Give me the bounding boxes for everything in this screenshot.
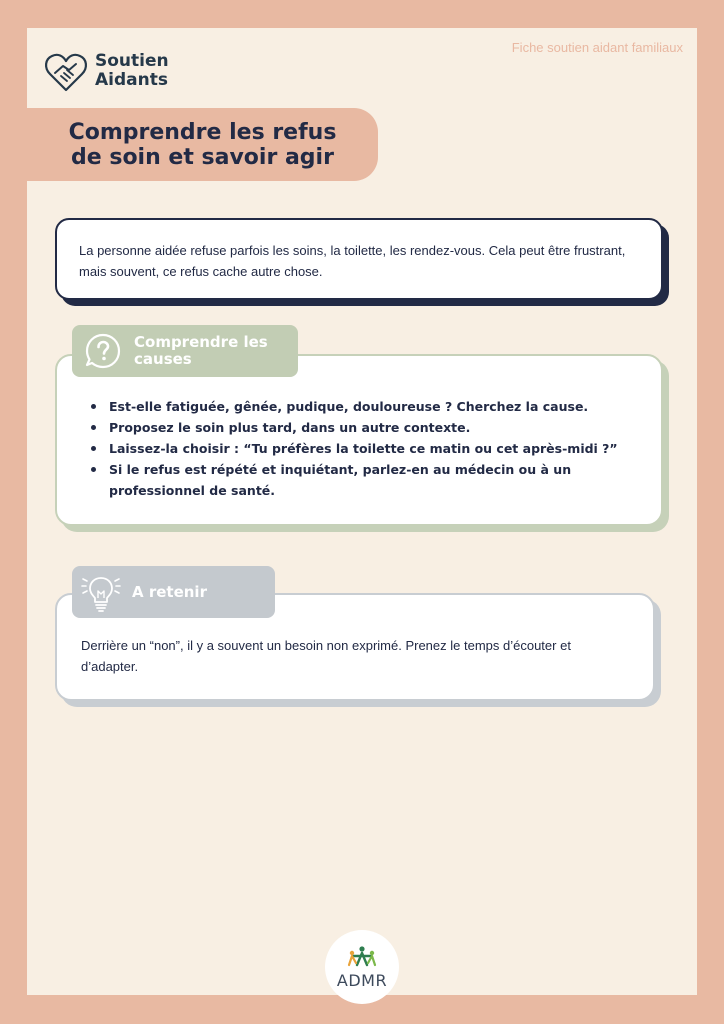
- soutien-aidants-logo: [43, 48, 169, 94]
- title-banner: [27, 108, 378, 181]
- admr-logo: [325, 930, 399, 1004]
- logo-line2: Aidants: [95, 70, 168, 90]
- causes-list: [85, 396, 639, 501]
- list-item: Proposez le soin plus tard, dans un autre contexte.: [85, 417, 639, 438]
- page-sheet: [27, 28, 697, 995]
- logo-line1: Soutien: [95, 51, 169, 71]
- header-tag: Fiche soutien aidant familiaux: [511, 40, 683, 55]
- retenir-label-text: A retenir: [132, 583, 207, 601]
- title-line2: de soin et savoir agir: [71, 144, 334, 170]
- retenir-label: [72, 566, 275, 618]
- logo-text: [95, 52, 169, 90]
- admr-people-icon: [345, 945, 379, 969]
- title-line1: Comprendre les refus: [68, 119, 337, 145]
- list-item: Si le refus est répété et inquiétant, parlez-en au médecin ou à un professionnel de santé.: [85, 459, 639, 501]
- intro-text: La personne aidée refuse parfois les soins, la toilette, les rendez-vous. Cela peut être frustrant, mais souvent, ce refus cache autre chose.: [79, 243, 626, 279]
- heart-handshake-icon: [43, 48, 89, 94]
- causes-label: [72, 325, 298, 377]
- admr-brand: ADMR: [336, 970, 388, 990]
- question-bubble-icon: [84, 332, 122, 370]
- list-item: Laissez-la choisir : “Tu préfères la toilette ce matin ou cet après-midi ?”: [85, 438, 639, 459]
- causes-label-text: Comprendre les causes: [134, 333, 268, 368]
- lightbulb-icon: [80, 570, 122, 614]
- list-item: Est-elle fatiguée, gênée, pudique, douloureuse ? Cherchez la cause.: [85, 396, 639, 417]
- retenir-text: Derrière un “non”, il y a souvent un besoin non exprimé. Prenez le temps d’écouter et d’adapter.: [81, 638, 571, 674]
- page-title: [69, 120, 337, 170]
- intro-card: [55, 218, 663, 300]
- causes-card: [55, 354, 663, 526]
